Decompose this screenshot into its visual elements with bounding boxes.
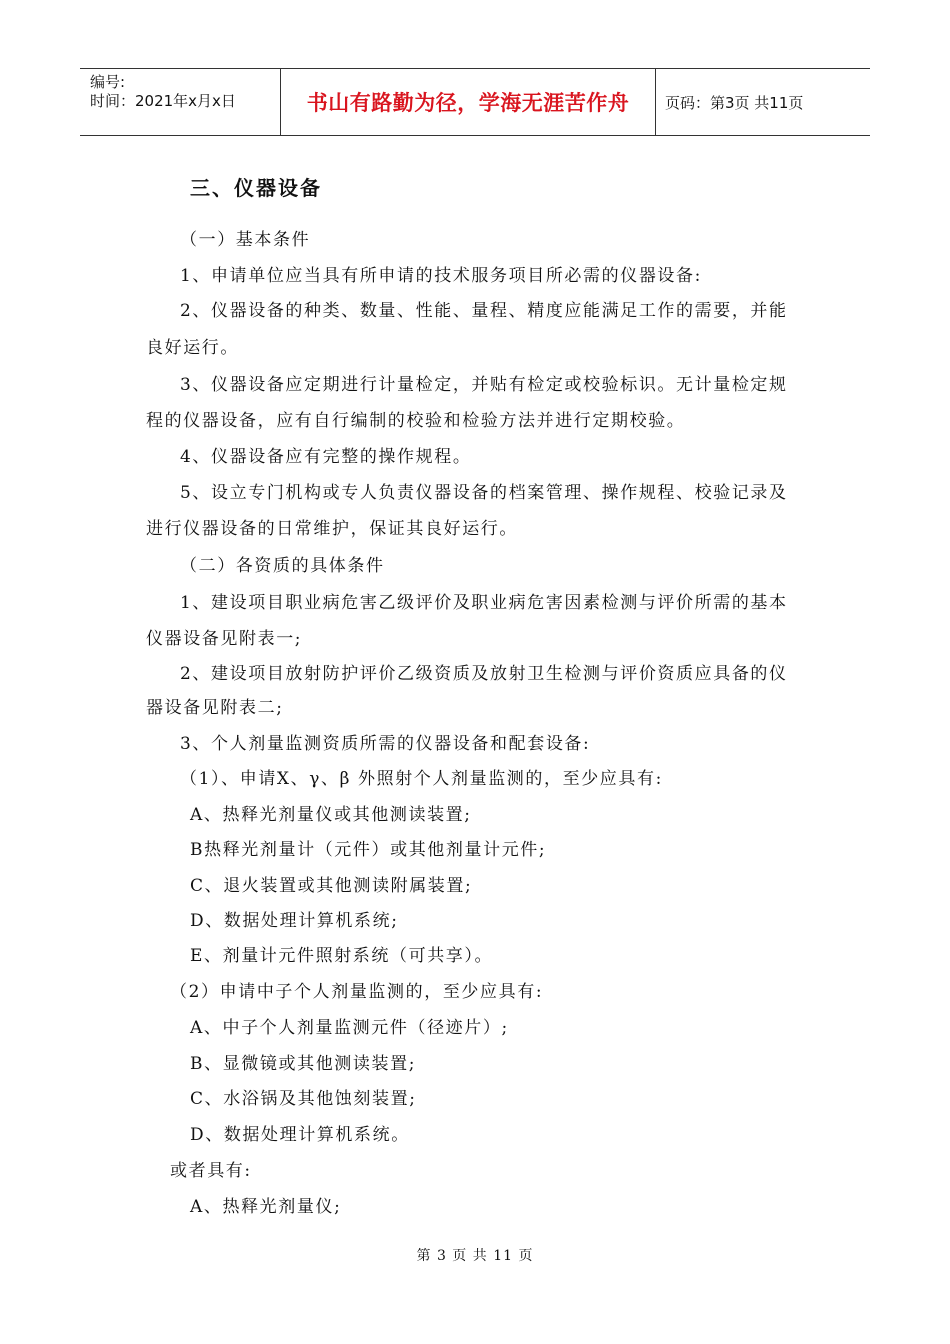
list-item: A、热释光剂量仪; [190, 1197, 342, 1217]
list-item: D、数据处理计算机系统; [190, 911, 399, 931]
paragraph-line: 4、仪器设备应有完整的操作规程。 [180, 447, 472, 467]
paragraph-line: 3、个人剂量监测资质所需的仪器设备和配套设备: [180, 734, 591, 754]
paragraph-line: 进行仪器设备的日常维护，保证其良好运行。 [146, 519, 518, 539]
paragraph-line: 或者具有: [170, 1161, 252, 1181]
list-item: C、水浴锅及其他蚀刻装置; [190, 1089, 417, 1109]
list-item: E、剂量计元件照射系统（可共享）。 [190, 946, 494, 966]
document-number-label: 编号: [90, 73, 126, 91]
list-item: B、显微镜或其他测读装置; [190, 1054, 417, 1074]
list-item: B热释光剂量计（元件）或其他剂量计元件; [190, 840, 547, 860]
paragraph-line: 程的仪器设备，应有自行编制的校验和检验方法并进行定期校验。 [146, 411, 686, 431]
paragraph-line: 2、仪器设备的种类、数量、性能、量程、精度应能满足工作的需要，并能 [180, 301, 788, 321]
paragraph-line: 仪器设备见附表一; [146, 629, 303, 649]
paragraph-line: （2）申请中子个人剂量监测的，至少应具有: [170, 982, 544, 1002]
page-header [80, 68, 870, 136]
subsection-heading: （二）各资质的具体条件 [180, 556, 385, 576]
section-title: 三、仪器设备 [190, 176, 322, 200]
list-item: A、中子个人剂量监测元件（径迹片）; [190, 1018, 509, 1038]
paragraph-line: 5、设立专门机构或专人负责仪器设备的档案管理、操作规程、校验记录及 [180, 483, 788, 503]
header-motto: 书山有路勤为径，学海无涯苦作舟 [281, 69, 656, 135]
paragraph-line: 1、建设项目职业病危害乙级评价及职业病危害因素检测与评价所需的基本 [180, 593, 788, 613]
header-page-info: 页码：第3页 共11页 [665, 93, 804, 112]
paragraph-line: （1）、申请X、γ、β 外照射个人剂量监测的，至少应具有: [180, 769, 663, 789]
document-date-label: 时间：2021年x月x日 [90, 92, 236, 110]
header-meta-cell [80, 69, 281, 135]
paragraph-line: 2、建设项目放射防护评价乙级资质及放射卫生检测与评价资质应具备的仪 [180, 664, 788, 684]
subsection-heading: （一）基本条件 [180, 230, 311, 250]
list-item: C、退火装置或其他测读附属装置; [190, 876, 473, 896]
page-footer: 第 3 页 共 11 页 [416, 1248, 534, 1264]
paragraph-line: 3、仪器设备应定期进行计量检定，并贴有检定或校验标识。无计量检定规 [180, 375, 788, 395]
paragraph-line: 良好运行。 [146, 338, 239, 358]
list-item: A、热释光剂量仪或其他测读装置; [190, 805, 472, 825]
paragraph-line: 器设备见附表二; [146, 698, 284, 718]
paragraph-line: 1、申请单位应当具有所申请的技术服务项目所必需的仪器设备: [180, 266, 702, 286]
list-item: D、数据处理计算机系统。 [190, 1125, 410, 1145]
